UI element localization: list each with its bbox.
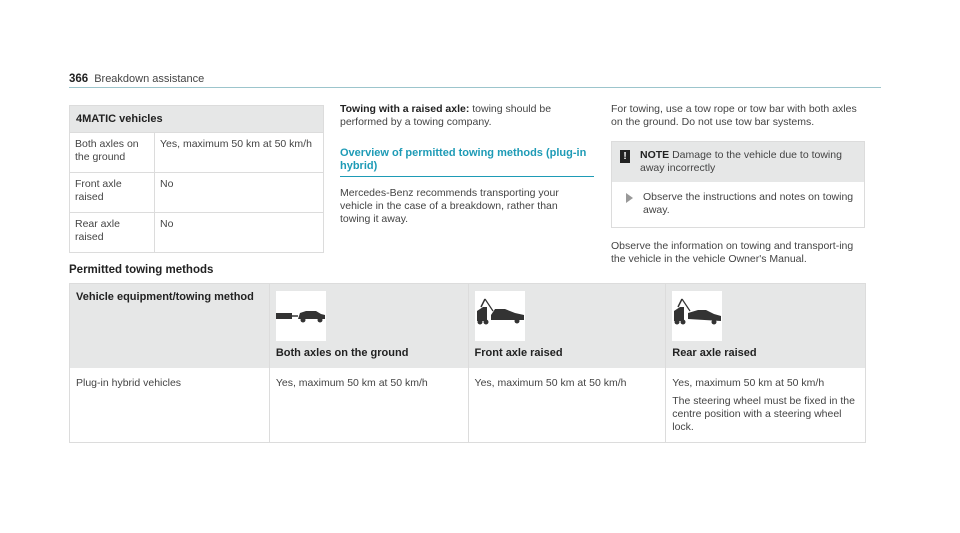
header-both-axles <box>269 284 468 369</box>
table-row <box>70 213 324 253</box>
matic-table-title: 4MATIC vehicles <box>70 106 324 133</box>
header-vehicle-equipment: Vehicle equipment/towing method <box>70 284 270 369</box>
tow-truck-front-raised-icon <box>475 291 525 341</box>
raised-axle-heading: Towing with a raised axle: <box>340 103 470 115</box>
table-row <box>70 368 866 443</box>
front-axle-value: Yes, maximum 50 km at 50 km/h <box>468 368 666 443</box>
towing-info-section <box>611 103 866 266</box>
matic-vehicles-table <box>69 105 324 253</box>
header-rear-axle <box>666 284 866 369</box>
instruction-arrow-icon <box>626 193 633 203</box>
overview-title: Overview of permitted towing methods (plug-in hybrid) <box>340 147 594 177</box>
table-row <box>70 133 324 173</box>
rear-axle-note: The steering wheel must be fixed in the centre position with a steering wheel lock. <box>672 395 855 433</box>
vehicle-type-cell: Plug-in hybrid vehicles <box>76 377 182 389</box>
exclamation-icon: ! <box>620 150 630 163</box>
note-instruction: Observe the instructions and notes on towing away. <box>643 191 854 216</box>
row-label: Rear axle raised <box>70 213 155 253</box>
row-label: Front axle raised <box>70 173 155 213</box>
page-number: 366 <box>69 73 89 85</box>
raised-axle-text: towing should be performed by a towing company. <box>340 103 552 128</box>
note-paragraph <box>640 149 858 175</box>
car-towed-on-ground-icon <box>276 291 326 341</box>
tow-truck-rear-raised-icon <box>672 291 722 341</box>
permitted-towing-table <box>69 283 866 443</box>
rear-axle-value: Yes, maximum 50 km at 50 km/h <box>672 377 825 389</box>
header-front-axle <box>468 284 666 369</box>
overview-text: Mercedes-Benz recommends transporting your vehicle in the case of a breakdown, rather than towing it away. <box>340 187 559 225</box>
method-label: Both axles on the ground <box>275 347 409 359</box>
row-value: No <box>155 213 324 253</box>
page-header <box>69 73 881 88</box>
raised-axle-section <box>340 103 590 226</box>
rear-axle-cell <box>666 368 866 443</box>
both-axles-value: Yes, maximum 50 km at 50 km/h <box>269 368 468 443</box>
note-box <box>611 141 865 228</box>
note-label: NOTE <box>640 149 670 161</box>
note-header <box>612 142 864 182</box>
towing-intro: For towing, use a tow rope or tow bar with both axles on the ground. Do not use tow bar systems. <box>611 103 857 128</box>
towing-outro: Observe the information on towing and transport-ing the vehicle in the vehicle Owner's Manual. <box>611 240 854 265</box>
table-row <box>70 173 324 213</box>
table-header-row <box>70 284 866 369</box>
note-text: Damage to the vehicle due to towing away incorrectly <box>640 149 842 174</box>
section-title: Breakdown assistance <box>94 73 205 85</box>
method-label: Front axle raised <box>474 347 563 359</box>
permitted-towing-title: Permitted towing methods <box>69 264 214 276</box>
method-label: Rear axle raised <box>672 347 757 359</box>
note-instruction-row <box>612 182 864 227</box>
row-label: Both axles on the ground <box>70 133 155 173</box>
row-value: Yes, maximum 50 km at 50 km/h <box>155 133 324 173</box>
row-value: No <box>155 173 324 213</box>
raised-axle-paragraph <box>340 103 590 129</box>
